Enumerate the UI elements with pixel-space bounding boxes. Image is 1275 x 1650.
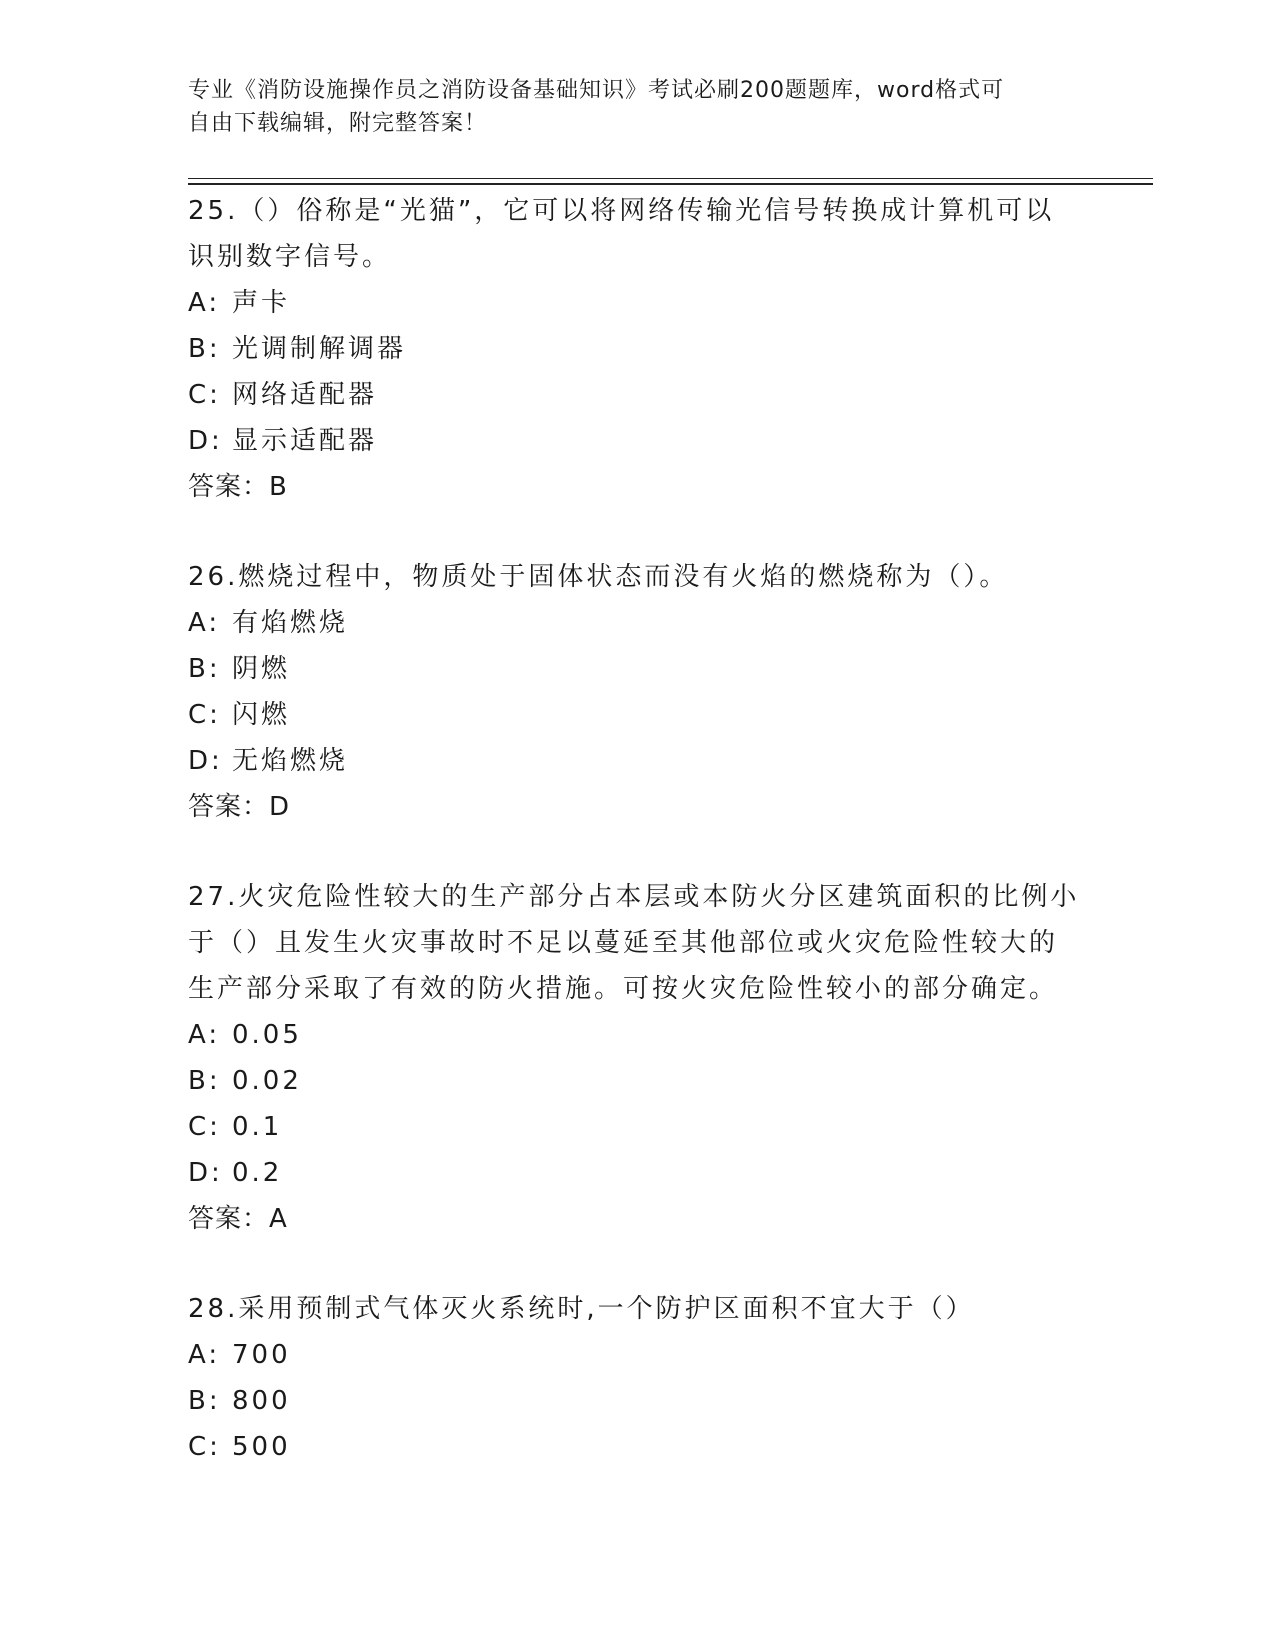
option-label: C: bbox=[188, 1432, 221, 1462]
option-text: 阴燃 bbox=[232, 654, 291, 684]
question-28 bbox=[188, 1286, 1088, 1470]
question-stem-line: 26.燃烧过程中，物质处于固体状态而没有火焰的燃烧称为（）。 bbox=[188, 562, 1009, 592]
option-label: B: bbox=[188, 334, 221, 364]
option-text: 声卡 bbox=[232, 288, 291, 318]
option-text: 700 bbox=[232, 1340, 291, 1370]
option-text: 闪燃 bbox=[232, 700, 291, 730]
option-d bbox=[188, 738, 1088, 784]
question-stem-line: 28.采用预制式气体灭火系统时,一个防护区面积不宜大于（） bbox=[188, 1294, 975, 1324]
option-d bbox=[188, 1150, 1088, 1196]
option-label: D: bbox=[188, 426, 223, 456]
answer-line: 答案：A bbox=[188, 1204, 288, 1234]
option-a bbox=[188, 1332, 1088, 1378]
question-27 bbox=[188, 874, 1088, 1242]
question-stem-line: 27.火灾危险性较大的生产部分占本层或本防火分区建筑面积的比例小 bbox=[188, 882, 1080, 912]
document-header bbox=[188, 74, 1088, 140]
header-divider-thick bbox=[188, 183, 1153, 185]
option-text: 显示适配器 bbox=[232, 426, 378, 456]
option-text: 无焰燃烧 bbox=[232, 746, 349, 776]
question-stem-line: 识别数字信号。 bbox=[188, 242, 392, 272]
option-b bbox=[188, 1058, 1088, 1104]
option-text: 网络适配器 bbox=[232, 380, 378, 410]
question-25 bbox=[188, 188, 1088, 510]
option-a bbox=[188, 600, 1088, 646]
option-label: A: bbox=[188, 1340, 221, 1370]
question-stem-line: 于（）且发生火灾事故时不足以蔓延至其他部位或火灾危险性较大的 bbox=[188, 928, 1059, 958]
option-b bbox=[188, 1378, 1088, 1424]
option-text: 0.05 bbox=[232, 1020, 302, 1050]
option-label: C: bbox=[188, 1112, 221, 1142]
answer-line: 答案：B bbox=[188, 472, 288, 502]
option-label: A: bbox=[188, 288, 221, 318]
option-b bbox=[188, 326, 1088, 372]
question-stem-line: 25.（）俗称是“光猫”，它可以将网络传输光信号转换成计算机可以 bbox=[188, 196, 1055, 226]
option-a bbox=[188, 1012, 1088, 1058]
header-line-1: 专业《消防设施操作员之消防设备基础知识》考试必刷200题题库，word格式可 bbox=[188, 78, 1005, 103]
option-text: 0.02 bbox=[232, 1066, 302, 1096]
option-label: B: bbox=[188, 1066, 221, 1096]
answer-line: 答案：D bbox=[188, 792, 291, 822]
header-divider bbox=[188, 178, 1153, 179]
option-label: C: bbox=[188, 700, 221, 730]
option-text: 500 bbox=[232, 1432, 291, 1462]
option-c bbox=[188, 1424, 1088, 1470]
option-label: D: bbox=[188, 746, 223, 776]
option-c bbox=[188, 372, 1088, 418]
option-d bbox=[188, 418, 1088, 464]
option-text: 800 bbox=[232, 1386, 291, 1416]
option-c bbox=[188, 1104, 1088, 1150]
option-label: A: bbox=[188, 1020, 221, 1050]
option-a bbox=[188, 280, 1088, 326]
option-c bbox=[188, 692, 1088, 738]
question-26 bbox=[188, 554, 1088, 830]
question-stem-line: 生产部分采取了有效的防火措施。可按火灾危险性较小的部分确定。 bbox=[188, 974, 1059, 1004]
option-text: 0.1 bbox=[232, 1112, 283, 1142]
option-label: A: bbox=[188, 608, 221, 638]
option-text: 有焰燃烧 bbox=[232, 608, 349, 638]
option-label: B: bbox=[188, 1386, 221, 1416]
option-text: 光调制解调器 bbox=[232, 334, 407, 364]
option-b bbox=[188, 646, 1088, 692]
option-label: C: bbox=[188, 380, 221, 410]
option-text: 0.2 bbox=[232, 1158, 283, 1188]
option-label: B: bbox=[188, 654, 221, 684]
header-line-2: 自由下载编辑，附完整答案！ bbox=[188, 111, 488, 136]
option-label: D: bbox=[188, 1158, 223, 1188]
